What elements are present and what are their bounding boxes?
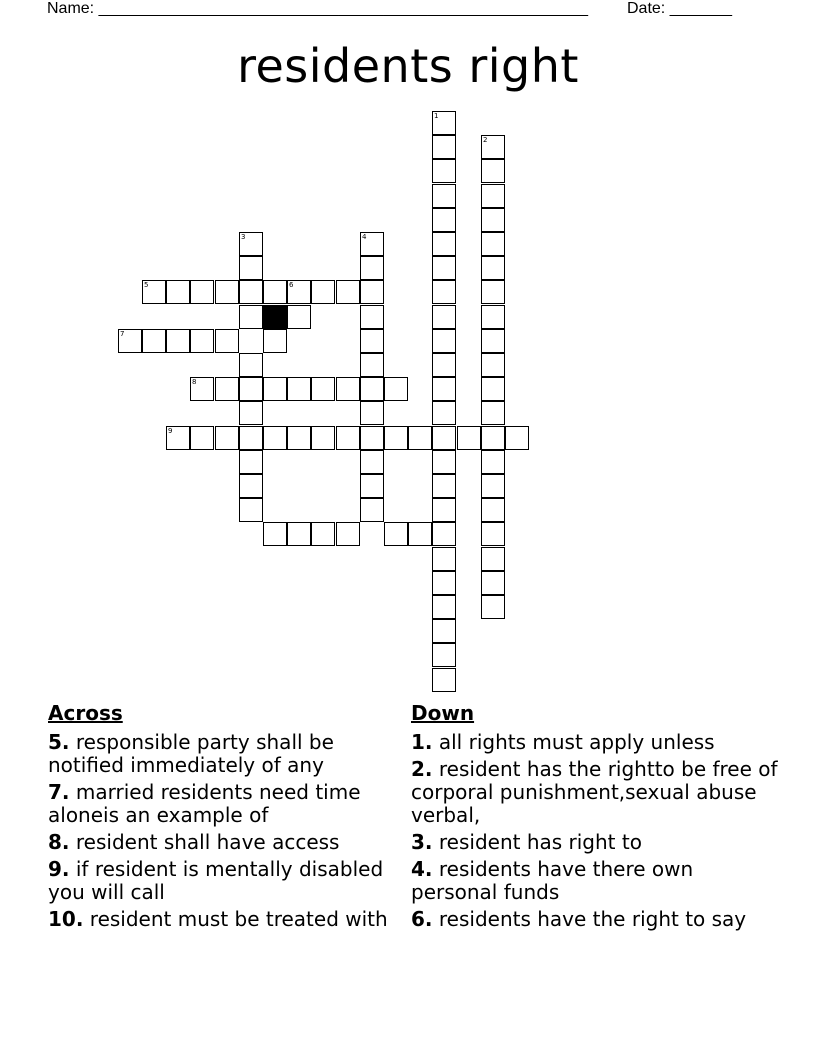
grid-cell[interactable] [481, 232, 505, 256]
grid-cell[interactable] [336, 522, 360, 546]
grid-cell[interactable] [384, 377, 408, 401]
grid-cell[interactable] [287, 280, 311, 304]
date-field-label: Date: _______ [627, 0, 732, 17]
grid-cell[interactable] [481, 329, 505, 353]
grid-cell[interactable] [360, 256, 384, 280]
clue-text: responsible party shall be notified immediately of any [48, 730, 334, 777]
grid-cell[interactable] [481, 135, 505, 159]
grid-cell[interactable] [432, 401, 456, 425]
grid-cell[interactable] [481, 159, 505, 183]
clue-number: 1. [411, 730, 433, 754]
clue-number: 6. [411, 907, 433, 931]
grid-cell[interactable] [360, 305, 384, 329]
grid-cell[interactable] [215, 329, 239, 353]
clue-text: resident must be treated with [83, 907, 388, 931]
grid-cell[interactable] [190, 329, 214, 353]
grid-cell[interactable] [432, 353, 456, 377]
grid-cell[interactable] [432, 135, 456, 159]
grid-cell[interactable] [239, 474, 263, 498]
grid-cell[interactable] [432, 377, 456, 401]
grid-cell[interactable] [481, 184, 505, 208]
grid-cell[interactable] [166, 329, 190, 353]
grid-cell[interactable] [481, 450, 505, 474]
grid-cell[interactable] [481, 353, 505, 377]
grid-cell[interactable] [239, 353, 263, 377]
grid-cell[interactable] [432, 571, 456, 595]
grid-cell[interactable] [239, 256, 263, 280]
across-clues [48, 700, 393, 935]
grid-cell[interactable] [457, 426, 481, 450]
grid-cell[interactable] [215, 377, 239, 401]
grid-cell[interactable] [239, 280, 263, 304]
grid-cell[interactable] [481, 305, 505, 329]
grid-cell[interactable] [432, 643, 456, 667]
across-clue [48, 831, 393, 854]
grid-cell[interactable] [190, 426, 214, 450]
grid-cell[interactable] [239, 498, 263, 522]
down-clue [411, 858, 781, 904]
grid-cell[interactable] [336, 280, 360, 304]
grid-cell[interactable] [166, 426, 190, 450]
grid-cell[interactable] [360, 329, 384, 353]
grid-cell[interactable] [432, 668, 456, 692]
grid-cell[interactable] [432, 256, 456, 280]
clue-number: 5. [48, 730, 70, 754]
grid-cell[interactable] [287, 305, 311, 329]
grid-cell[interactable] [239, 450, 263, 474]
clue-number-label: 6 [289, 281, 294, 289]
black-square [263, 305, 287, 329]
clue-text: married residents need time aloneis an example of [48, 780, 361, 827]
grid-cell[interactable] [311, 426, 335, 450]
grid-cell[interactable] [432, 159, 456, 183]
clue-number-label: 4 [362, 233, 367, 241]
grid-cell[interactable] [263, 377, 287, 401]
grid-cell[interactable] [432, 619, 456, 643]
grid-cell[interactable] [263, 329, 287, 353]
grid-cell[interactable] [432, 547, 456, 571]
grid-cell[interactable] [481, 377, 505, 401]
grid-cell[interactable] [481, 208, 505, 232]
clue-number: 3. [411, 830, 433, 854]
down-clue [411, 908, 781, 931]
name-field-label: Name: _______________________________________________________ [47, 0, 588, 17]
grid-cell[interactable] [311, 377, 335, 401]
grid-cell[interactable] [432, 474, 456, 498]
grid-cell[interactable] [239, 401, 263, 425]
grid-cell[interactable] [263, 426, 287, 450]
across-clue [48, 731, 393, 777]
grid-cell[interactable] [481, 401, 505, 425]
grid-cell[interactable] [360, 474, 384, 498]
grid-cell[interactable] [360, 377, 384, 401]
clue-text: resident has the rightto be free of corporal punishment,sexual abuse verbal, [411, 757, 778, 827]
down-heading: Down [411, 701, 475, 725]
clue-number-label: 2 [483, 136, 488, 144]
grid-cell[interactable] [190, 377, 214, 401]
clue-number-label: 3 [241, 233, 246, 241]
grid-cell[interactable] [239, 426, 263, 450]
grid-cell[interactable] [481, 474, 505, 498]
grid-cell[interactable] [432, 232, 456, 256]
grid-cell[interactable] [263, 522, 287, 546]
grid-cell[interactable] [215, 280, 239, 304]
puzzle-title: residents right [237, 39, 579, 93]
grid-cell[interactable] [481, 256, 505, 280]
grid-cell[interactable] [481, 595, 505, 619]
clue-text: all rights must apply unless [432, 730, 715, 754]
grid-cell[interactable] [263, 280, 287, 304]
clue-number-label: 1 [434, 112, 439, 120]
grid-cell[interactable] [432, 280, 456, 304]
grid-cell[interactable] [311, 280, 335, 304]
grid-cell[interactable] [239, 377, 263, 401]
grid-cell[interactable] [432, 305, 456, 329]
clue-text: if resident is mentally disabled you will call [48, 857, 384, 904]
grid-cell[interactable] [336, 426, 360, 450]
grid-cell[interactable] [384, 522, 408, 546]
grid-cell[interactable] [481, 547, 505, 571]
grid-cell[interactable] [432, 522, 456, 546]
clue-number: 9. [48, 857, 70, 881]
grid-cell[interactable] [481, 280, 505, 304]
grid-cell[interactable] [360, 450, 384, 474]
grid-cell[interactable] [287, 522, 311, 546]
grid-cell[interactable] [287, 377, 311, 401]
grid-cell[interactable] [432, 329, 456, 353]
clue-number: 10. [48, 907, 84, 931]
grid-cell[interactable] [432, 498, 456, 522]
down-clue [411, 831, 781, 854]
grid-cell[interactable] [432, 208, 456, 232]
grid-cell[interactable] [408, 522, 432, 546]
clue-number-label: 5 [144, 281, 149, 289]
grid-cell[interactable] [360, 353, 384, 377]
clue-text: resident shall have access [69, 830, 340, 854]
across-clue [48, 781, 393, 827]
grid-cell[interactable] [142, 329, 166, 353]
grid-cell[interactable] [432, 450, 456, 474]
clue-number: 7. [48, 780, 70, 804]
grid-cell[interactable] [142, 280, 166, 304]
grid-cell[interactable] [360, 232, 384, 256]
clue-number: 4. [411, 857, 433, 881]
grid-cell[interactable] [432, 184, 456, 208]
grid-cell[interactable] [239, 305, 263, 329]
grid-cell[interactable] [190, 280, 214, 304]
across-clue [48, 858, 393, 904]
grid-cell[interactable] [384, 426, 408, 450]
clue-number: 8. [48, 830, 70, 854]
clue-number-label: 8 [192, 378, 197, 386]
grid-cell[interactable] [360, 280, 384, 304]
clue-text: residents have the right to say [432, 907, 747, 931]
grid-cell[interactable] [481, 498, 505, 522]
grid-cell[interactable] [287, 426, 311, 450]
grid-cell[interactable] [239, 232, 263, 256]
clue-text: residents have there own personal funds [411, 857, 694, 904]
clue-number-label: 9 [168, 427, 173, 435]
grid-cell[interactable] [481, 426, 505, 450]
across-clue [48, 908, 393, 931]
grid-cell[interactable] [481, 522, 505, 546]
grid-cell[interactable] [505, 426, 529, 450]
down-clue [411, 758, 781, 827]
grid-cell[interactable] [360, 498, 384, 522]
grid-cell[interactable] [481, 571, 505, 595]
grid-cell[interactable] [118, 329, 142, 353]
clue-text: resident has right to [432, 830, 642, 854]
grid-cell[interactable] [360, 426, 384, 450]
grid-cell[interactable] [311, 522, 335, 546]
grid-cell[interactable] [408, 426, 432, 450]
grid-cell[interactable] [215, 426, 239, 450]
grid-cell[interactable] [432, 111, 456, 135]
grid-cell[interactable] [360, 401, 384, 425]
clue-number-label: 7 [120, 330, 125, 338]
grid-cell[interactable] [432, 426, 456, 450]
grid-cell[interactable] [166, 280, 190, 304]
clue-number: 2. [411, 757, 433, 781]
across-heading: Across [48, 701, 123, 725]
grid-cell[interactable] [336, 377, 360, 401]
down-clue [411, 731, 781, 754]
down-clues [411, 700, 781, 935]
grid-cell[interactable] [432, 595, 456, 619]
